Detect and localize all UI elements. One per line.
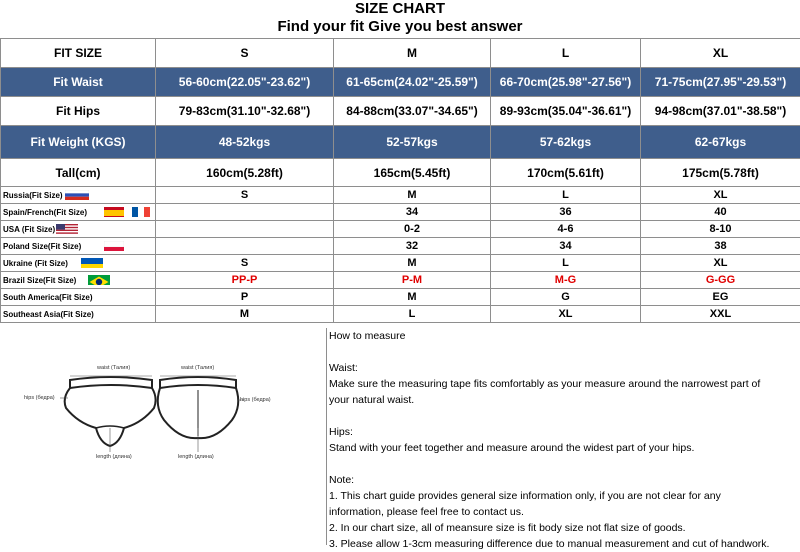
table-row	[1, 204, 800, 221]
table-cell: G-GG	[641, 272, 800, 289]
table-row	[1, 289, 800, 306]
table-cell: 84-88cm(33.07"-34.65")	[334, 97, 491, 126]
length-label: length (длина)	[96, 454, 132, 460]
poland-flag-icon	[104, 241, 124, 251]
row-label: Fit Waist	[1, 68, 156, 97]
table-cell: 66-70cm(25.98"-27.56")	[491, 68, 641, 97]
hips-text: Stand with your feet together and measure around the widest part of your hips.	[329, 440, 800, 456]
header-size: L	[491, 39, 641, 68]
table-row	[1, 221, 800, 238]
table-cell: 165cm(5.45ft)	[334, 159, 491, 187]
table-cell: XL	[491, 306, 641, 323]
table-row	[1, 159, 800, 187]
table-cell: M-G	[491, 272, 641, 289]
table-cell: 89-93cm(35.04"-36.61")	[491, 97, 641, 126]
table-cell: 36	[491, 204, 641, 221]
header-size: S	[156, 39, 334, 68]
waist-label: waist (Талия)	[97, 365, 130, 371]
table-cell	[156, 238, 334, 255]
table-cell: 4-6	[491, 221, 641, 238]
ukraine-flag-icon	[81, 258, 103, 268]
row-label: USA (Fit Size)	[3, 225, 55, 234]
waist-text: Make sure the measuring tape fits comfortably as your measure around the narrowest part of	[329, 376, 800, 392]
table-cell	[156, 204, 334, 221]
table-row	[1, 306, 800, 323]
how-to-measure-panel	[326, 328, 800, 545]
header-size: XL	[641, 39, 800, 68]
row-label: Southeast Asia(Fit Size)	[1, 306, 156, 323]
table-cell: L	[491, 255, 641, 272]
table-cell: 61-65cm(24.02"-25.59")	[334, 68, 491, 97]
table-cell: 56-60cm(22.05"-23.62")	[156, 68, 334, 97]
note-item: information, please feel free to contact us.	[329, 504, 800, 520]
table-cell: 62-67kgs	[641, 126, 800, 159]
table-cell: 71-75cm(27.95"-29.53")	[641, 68, 800, 97]
table-cell: 79-83cm(31.10"-32.68")	[156, 97, 334, 126]
waist-text: your natural waist.	[329, 392, 800, 408]
row-label: South America(Fit Size)	[1, 289, 156, 306]
france-flag-icon	[132, 207, 150, 217]
table-cell: P	[156, 289, 334, 306]
briefs-outline-icon	[0, 328, 326, 545]
row-label: Tall(cm)	[1, 159, 156, 187]
table-row	[1, 126, 800, 159]
table-cell: S	[156, 187, 334, 204]
size-chart-table	[0, 38, 800, 323]
table-cell: L	[491, 187, 641, 204]
table-cell: 40	[641, 204, 800, 221]
table-cell: P-M	[334, 272, 491, 289]
howto-heading: How to measure	[329, 328, 800, 344]
table-cell: XL	[641, 187, 800, 204]
table-cell: G	[491, 289, 641, 306]
table-cell: 34	[491, 238, 641, 255]
table-cell: 34	[334, 204, 491, 221]
table-cell: 57-62kgs	[491, 126, 641, 159]
row-label: Fit Hips	[1, 97, 156, 126]
header-size: M	[334, 39, 491, 68]
hips-label: hips (бедра)	[240, 397, 271, 403]
russia-flag-icon	[65, 190, 89, 200]
table-cell: XL	[641, 255, 800, 272]
table-cell: 170cm(5.61ft)	[491, 159, 641, 187]
row-label: Fit Weight (KGS)	[1, 126, 156, 159]
table-cell: PP-P	[156, 272, 334, 289]
row-label: Spain/French(Fit Size)	[3, 208, 87, 217]
table-cell: 0-2	[334, 221, 491, 238]
table-row	[1, 255, 800, 272]
hips-title: Hips:	[329, 424, 800, 440]
table-cell: 48-52kgs	[156, 126, 334, 159]
table-row	[1, 187, 800, 204]
brazil-flag-icon	[88, 275, 110, 285]
header-label: FIT SIZE	[1, 39, 156, 68]
table-cell: M	[334, 187, 491, 204]
row-label: Poland Size(Fit Size)	[3, 242, 81, 251]
waist-title: Waist:	[329, 360, 800, 376]
table-cell: 8-10	[641, 221, 800, 238]
usa-flag-icon	[56, 224, 78, 234]
table-row	[1, 39, 800, 68]
table-cell: 32	[334, 238, 491, 255]
table-cell: 52-57kgs	[334, 126, 491, 159]
table-cell: S	[156, 255, 334, 272]
table-cell: M	[334, 289, 491, 306]
table-cell: 94-98cm(37.01"-38.58")	[641, 97, 800, 126]
table-row	[1, 272, 800, 289]
table-cell: XXL	[641, 306, 800, 323]
note-item: 3. Please allow 1-3cm measuring difference due to manual measurement and cut of handwork.	[329, 536, 800, 552]
page-subtitle: Find your fit Give you best answer	[0, 18, 800, 36]
table-row	[1, 238, 800, 255]
hips-label: hips (бедра)	[24, 395, 55, 401]
table-row	[1, 68, 800, 97]
table-cell: EG	[641, 289, 800, 306]
table-cell: L	[334, 306, 491, 323]
row-label: Russia(Fit Size)	[3, 191, 63, 200]
spain-flag-icon	[104, 207, 124, 217]
table-cell: 38	[641, 238, 800, 255]
row-label: Ukraine (Fit Size)	[3, 259, 68, 268]
measurement-diagram	[0, 328, 326, 545]
waist-label: waist (Талия)	[181, 365, 214, 371]
table-cell: M	[156, 306, 334, 323]
table-row	[1, 97, 800, 126]
row-label: Brazil Size(Fit Size)	[3, 276, 76, 285]
note-item: 1. This chart guide provides general size information only, if you are not clear for any	[329, 488, 800, 504]
page-title: SIZE CHART	[0, 0, 800, 18]
table-cell: M	[334, 255, 491, 272]
table-cell: 175cm(5.78ft)	[641, 159, 800, 187]
table-cell: 160cm(5.28ft)	[156, 159, 334, 187]
table-cell	[156, 221, 334, 238]
note-title: Note:	[329, 472, 800, 488]
length-label: length (длина)	[178, 454, 214, 460]
note-item: 2. In our chart size, all of meansure size is fit body size not flat size of goods.	[329, 520, 800, 536]
